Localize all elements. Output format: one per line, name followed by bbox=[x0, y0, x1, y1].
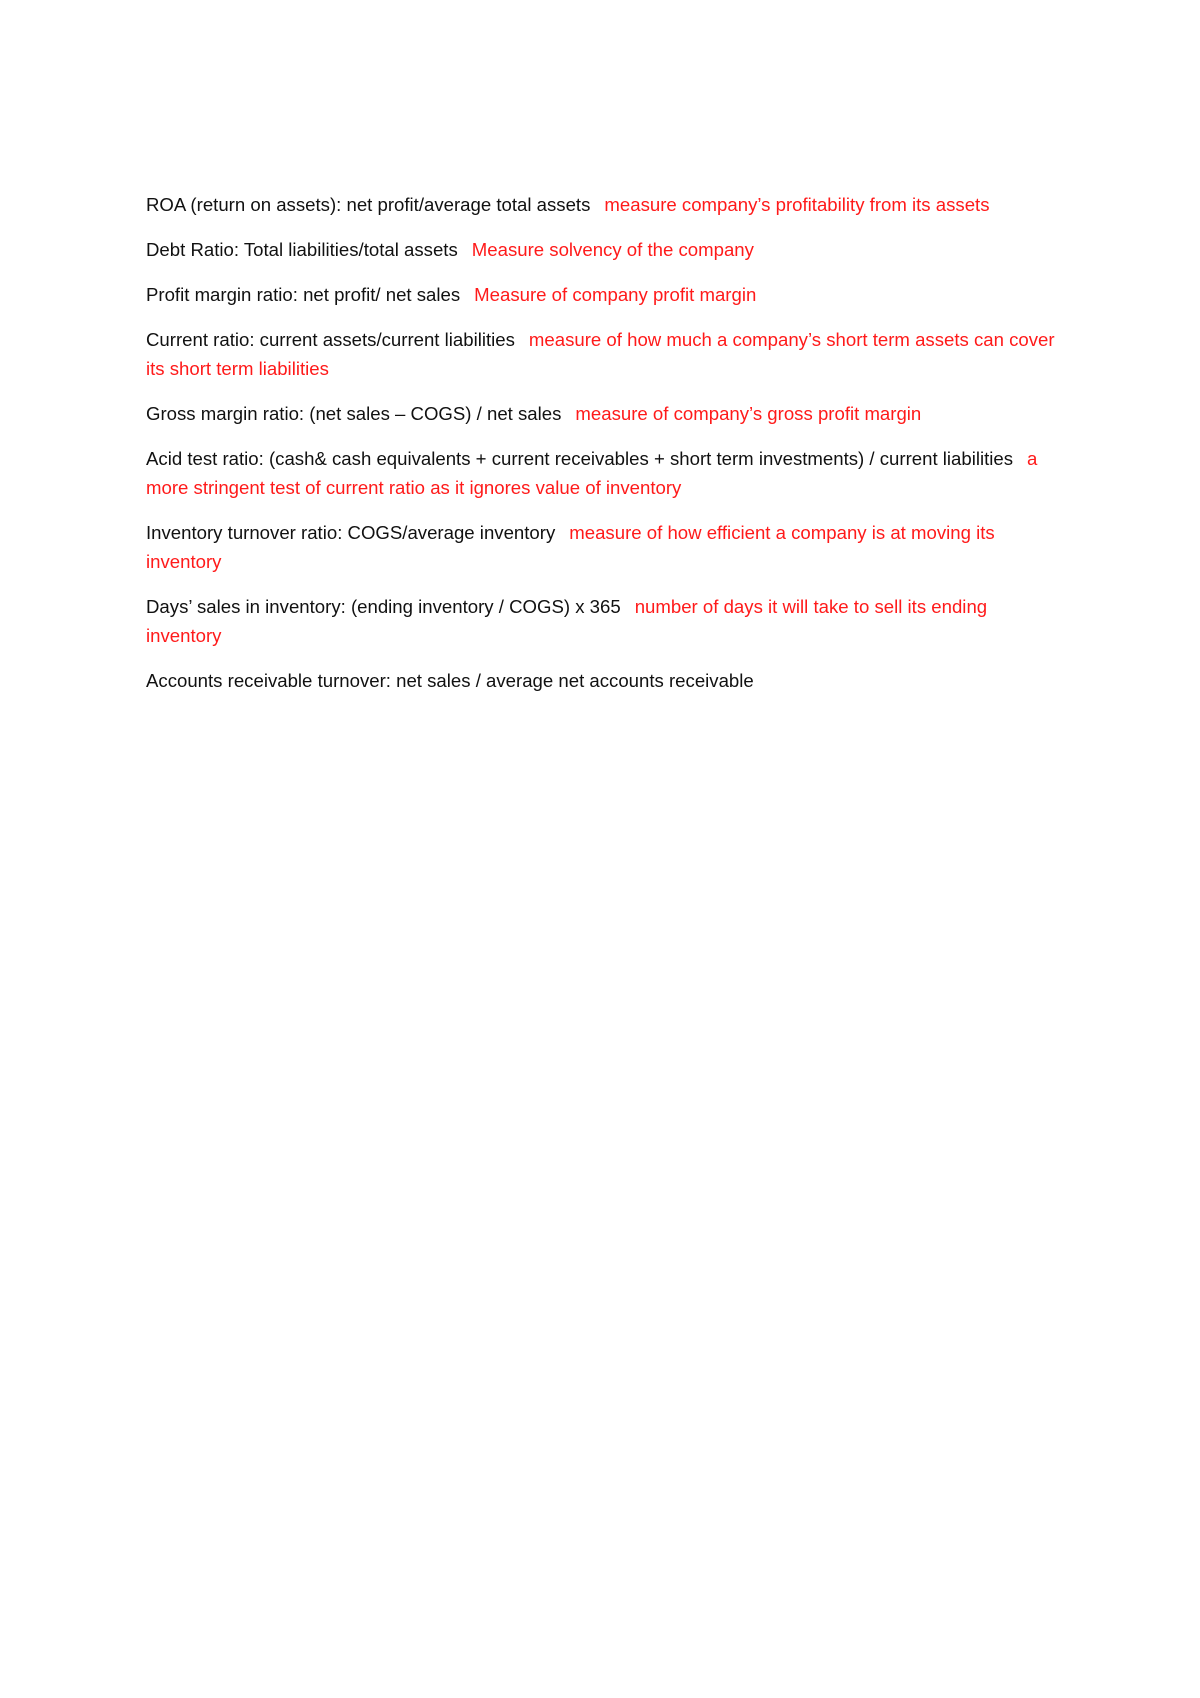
formula-text: Current ratio: current assets/current liabilities bbox=[146, 329, 515, 350]
formula-text: Accounts receivable turnover: net sales / average net accounts receivable bbox=[146, 670, 754, 691]
entry-inventory-turnover-ratio bbox=[146, 518, 1056, 576]
entry-gross-margin-ratio bbox=[146, 399, 1056, 428]
entry-accounts-receivable-turnover bbox=[146, 666, 1056, 695]
entry-acid-test-ratio bbox=[146, 444, 1056, 502]
formula-text: Days’ sales in inventory: (ending inventory / COGS) x 365 bbox=[146, 596, 621, 617]
formula-text: ROA (return on assets): net profit/average total assets bbox=[146, 194, 591, 215]
entry-profit-margin-ratio bbox=[146, 280, 1056, 309]
ratio-list bbox=[146, 190, 1056, 711]
description-text: measure of company’s gross profit margin bbox=[575, 403, 922, 424]
description-text: number of days it will take to sell its ending inventory bbox=[146, 596, 988, 646]
formula-text: Inventory turnover ratio: COGS/average inventory bbox=[146, 522, 556, 543]
formula-text: Profit margin ratio: net profit/ net sales bbox=[146, 284, 461, 305]
entry-days-sales-in-inventory bbox=[146, 592, 1056, 650]
entry-debt-ratio bbox=[146, 235, 1056, 264]
description-text: measure of how efficient a company is at moving its inventory bbox=[146, 522, 995, 572]
entry-current-ratio bbox=[146, 325, 1056, 383]
description-text: a more stringent test of current ratio as it ignores value of inventory bbox=[146, 448, 1038, 498]
entry-roa bbox=[146, 190, 1056, 219]
formula-text: Gross margin ratio: (net sales – COGS) / net sales bbox=[146, 403, 562, 424]
description-text: measure of how much a company’s short term assets can cover its short term liabilities bbox=[146, 329, 1055, 379]
formula-text: Acid test ratio: (cash& cash equivalents + current receivables + short term investments) / current liabilities bbox=[146, 448, 1014, 469]
description-text: Measure solvency of the company bbox=[471, 239, 754, 260]
description-text: Measure of company profit margin bbox=[474, 284, 757, 305]
description-text: measure company’s profitability from its assets bbox=[604, 194, 990, 215]
formula-text: Debt Ratio: Total liabilities/total assets bbox=[146, 239, 458, 260]
